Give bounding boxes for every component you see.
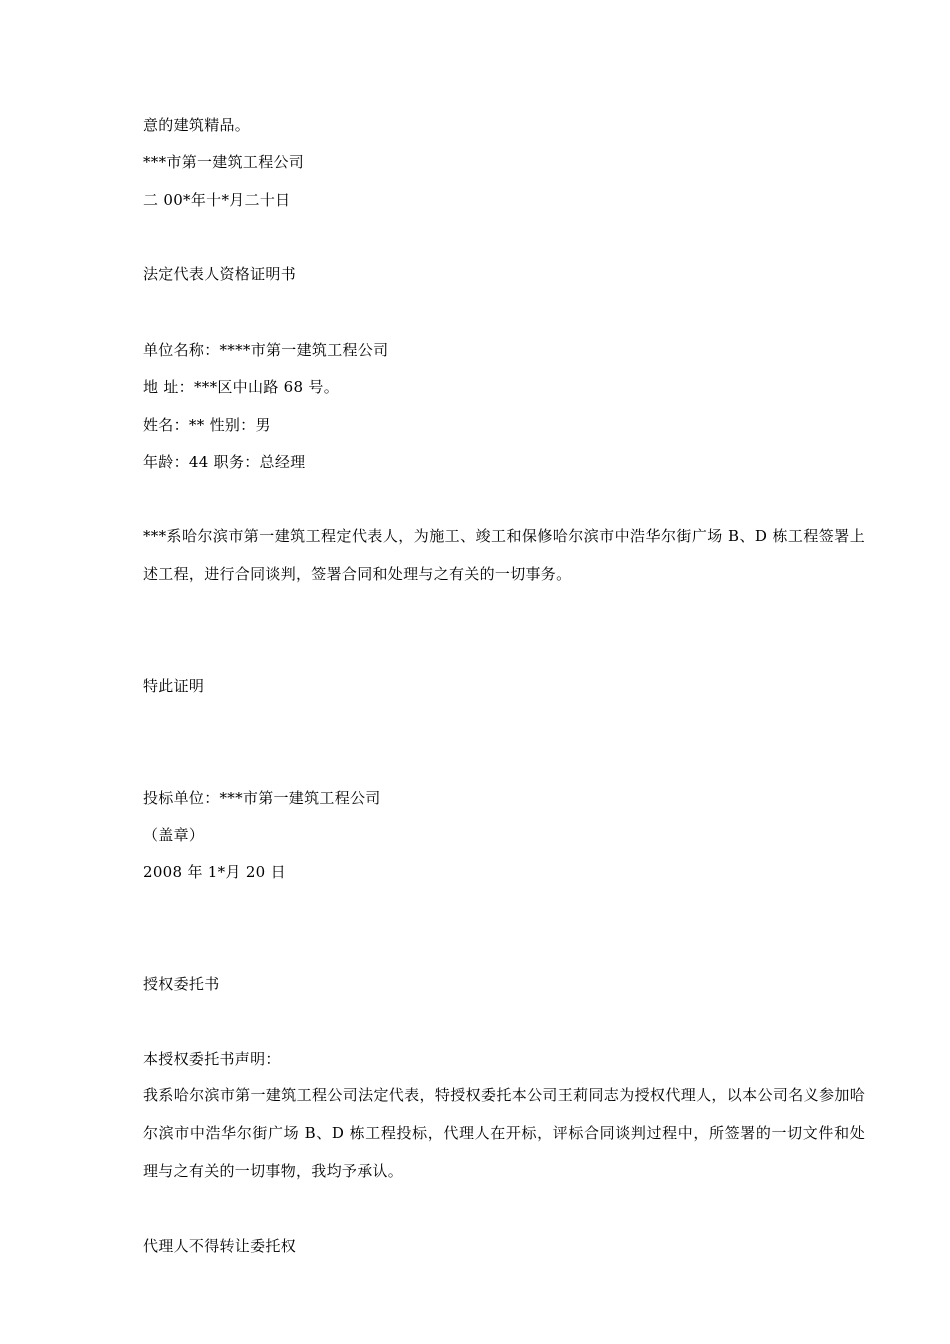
age-position: 年龄：44 职务：总经理 [143, 453, 306, 471]
special-certification: 特此证明 [143, 677, 205, 695]
seal-note: （盖章） [143, 826, 205, 844]
certificate-title: 法定代表人资格证明书 [143, 265, 297, 283]
authorization-body: 我系哈尔滨市第一建筑工程公司法定代表，特授权委托本公司王莉同志为授权代理人，以本公司名义参加哈尔滨市中浩华尔街广场 B、D 栋工程投标，代理人在开标，评标合同谈判过程中，所签署的一切文件和处理与之有关的一切事物，我均予承认。 [143, 1086, 865, 1180]
certificate-body: ***系哈尔滨市第一建筑工程定代表人，为施工、竣工和保修哈尔滨市中浩华尔街广场 B、D 栋工程签署上述工程，进行合同谈判，签署合同和处理与之有关的一切事务。 [143, 527, 865, 583]
address: 地 址：***区中山路 68 号。 [143, 378, 339, 396]
unit-name: 单位名称：****市第一建筑工程公司 [143, 341, 389, 359]
signature-date: 二 00*年十*月二十日 [143, 191, 291, 209]
bidding-date: 2008 年 1*月 20 日 [143, 863, 286, 881]
authorization-title: 授权委托书 [143, 975, 220, 993]
no-transfer-clause: 代理人不得转让委托权 [143, 1237, 297, 1255]
company-signature: ***市第一建筑工程公司 [143, 153, 305, 171]
continuation-text: 意的建筑精品。 [143, 116, 251, 134]
authorization-statement: 本授权委托书声明： [143, 1050, 281, 1068]
name-gender: 姓名：** 性别：男 [143, 416, 271, 434]
bidding-unit: 投标单位：***市第一建筑工程公司 [143, 789, 381, 807]
